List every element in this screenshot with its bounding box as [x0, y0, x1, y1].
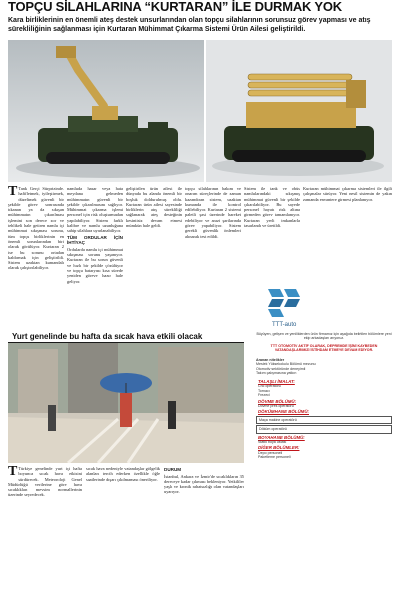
feature-subhead: DURUM: [164, 467, 182, 472]
street-photo: [8, 343, 244, 463]
vehicle-photo-right: [206, 40, 392, 182]
feature-title: Yurt genelinde bu hafta da sıcak hava etkili olacak: [12, 332, 203, 341]
article-text: geliştirilen ürün ailesi ile dünyada bu alanda önemli bir boşluk doldurulmuş oldu. Kurtaran ürün ailesi sayesinde birliklerin atış sürekliliği sağlanarak ateş desteğinin kesintisiz devam etmesi mümkün hale geldi.: [126, 186, 182, 229]
feature-text: sıcak hava nedeniyle vatandaşlar gölgelik alanları tercih ederken özellikle öğle saatlerinde dışarı çıkılmaması öneriliyor.: [86, 466, 160, 482]
ad-intro: Büyüyen, gelişen ve yeniliklerden ürün firmamız için aşağıda belirtilen bölümlere yeni ekip arkadaşları arıyoruz.: [256, 332, 392, 341]
headline: TOPÇU SİLAHLARINA “KURTARAN” İLE DURMAK YOK: [8, 0, 342, 14]
article-text: Tank Gerçi Sürprizinde. hafifletmek, iyileştirmek, düzeltmek güvenli bir şekilde görev sonrasında tıkanan ya da sıkışan mühimmatın çıkarılması işlemini son derece zor ve tehlikeli hale getiren namlu içi mühimmat sıkışması sorunu, tüm topçu birliklerinin en önemli sorunlarından biri olarak görülüyor. Kurtaran 2 ise bu sorunu ortadan kaldırmak için geliştirildi. Sistem uzaktan kumandalı olarak çalıştırılabiliyor.: [8, 186, 64, 271]
article-column-4: [185, 186, 241, 276]
feature-text: İstanbul, Ankara ve İzmir'de sıcaklıkların 35 dereceye kadar çıkması bekleniyor. Yetkililer yaşlı ve kronik rahatsızlığı olan vatandaşları uyarıyor.: [164, 473, 244, 495]
section-title: TALAŞLI İMALAT:: [258, 379, 295, 384]
section-item: Dövme pres operatörü: [258, 404, 294, 409]
dropcap: T: [8, 466, 18, 479]
vehicle-photo-left: [8, 40, 204, 182]
section-item: Paketleme personeli: [258, 455, 291, 460]
dropcap: T: [8, 186, 18, 199]
section-item: Tornacı: [258, 388, 270, 393]
section-item: Maça makine operatörü: [256, 416, 392, 424]
section-title: DİĞER BÖLÜMLER:: [258, 445, 300, 451]
article-column-6: [303, 186, 392, 276]
feature-column-2: [86, 466, 160, 594]
section-item: Döküm operatörü: [256, 425, 392, 433]
article-column-5: [244, 186, 300, 276]
article-text: namluda hasar veya hata meydana gelmeden mühimmatın güvenli bir şekilde çıkarılmasını sağlıyor. Mühimmat çıkarma işlemi personel için risk oluşturmadan yapılabiliyor. Sistem farklı kalibre ve namlu uzunluğuna sahip silahlara uyarlanabiliyor.: [67, 186, 123, 234]
feature-column-3: [164, 466, 244, 594]
section-item: Cnc operatörü: [258, 384, 281, 389]
section-title: BOYAHANE BÖLÜMÜ:: [258, 434, 305, 440]
ad-sections: [256, 378, 392, 460]
requirements-title: Aranan nitelikler: [256, 358, 285, 362]
ttt-auto-logo-icon: [260, 285, 316, 327]
article-text: topçu silahlarının bakım ve onarım süreçlerinde de zaman kazandıran sistem, uzaktan kumanda ile kontrol edilebiliyor. Kurtaran 2 sistemi paletli şasi üzerinde hareket edebiliyor ve arazi şartlarında görev yapabiliyor. Sistem gerekli güvenlik önlemleri alınarak test edildi.: [185, 186, 241, 239]
article-column-2: [67, 186, 123, 326]
article-column-3: [126, 186, 182, 326]
requirement-item: Otomotiv sektöründe deneyimli: [256, 366, 306, 371]
article-text: Kurtaran mühimmat çıkarma sistemleri ile ilgili çalışmalar sürüyor. Yeni nesil sistemin de yakın zamanda envantere girmesi planlanıyor.: [303, 186, 392, 202]
requirement-item: Takım çalışmasına yatkın: [256, 371, 297, 376]
feature-text: Türkiye genelinde yurt içi hafta boyunca sıcak hava etkisini sürdürecek. Meteoroloji Genel Müdürlüğü verilerine göre hava sıcaklıkları mevsim normallerinin üzerinde seyredecek.: [8, 466, 82, 498]
section-item: Depo personeli: [258, 450, 283, 455]
article-subhead: TÜM ORDULAR İÇİN İHTİYAÇ: [67, 234, 123, 246]
article-text: Ordularda namlu içi mühimmat sıkışması sorunu yaşanıyor. Kurtaran ile bu sorun güvenli ve hızlı bir şekilde çözülüyor ve topçu bataryası kısa sürede yeniden göreve hazır hale geliyor.: [67, 246, 123, 284]
job-advertisement: [252, 280, 392, 594]
brand-name: TTT-auto: [272, 322, 297, 328]
section-item: Statik boya ustası: [258, 440, 287, 445]
feature-section-header: [8, 330, 244, 343]
lead-paragraph: Kara birliklerinin en önemli ateş destek unsurlarından olan topçu silahlarının sorunsuz görev yapması ve atış sürekliliğinin sağlanması için Kurtaran Mühimmat Çıkarma Sistemi Ürün Ailesi geliştirildi.: [8, 17, 371, 33]
section-item: Frezeci: [258, 393, 270, 398]
section-title: DÖKÜMHANE BÖLÜMÜ:: [258, 409, 309, 415]
section-title: DÖVME BÖLÜMÜ:: [258, 398, 297, 404]
article-column-1: [8, 186, 64, 326]
ad-highlight: TTT OTOMOTİV AKTİF OLARAK, DEPREMDE İŞİNİ KAYBEDEN VATANDAŞLARIMIZI İSTİHDAM ETMEYE DEVAM EDİYOR.: [270, 344, 378, 353]
requirement-item: Meslek Yüksekokulu Bölümü mezunu: [256, 362, 316, 367]
article-text: Sistem ile tank ve obüs namlularındaki sıkışmış mühimmat güvenli bir şekilde çıkarılabiliyor. Bu sayede personel hayatı risk altına girmeden görev tamamlanıyor. Kurtaran yerli imkanlarla tasarlandı ve üretildi.: [244, 186, 300, 229]
ad-requirements: [256, 358, 392, 376]
feature-column-1: [8, 466, 82, 594]
